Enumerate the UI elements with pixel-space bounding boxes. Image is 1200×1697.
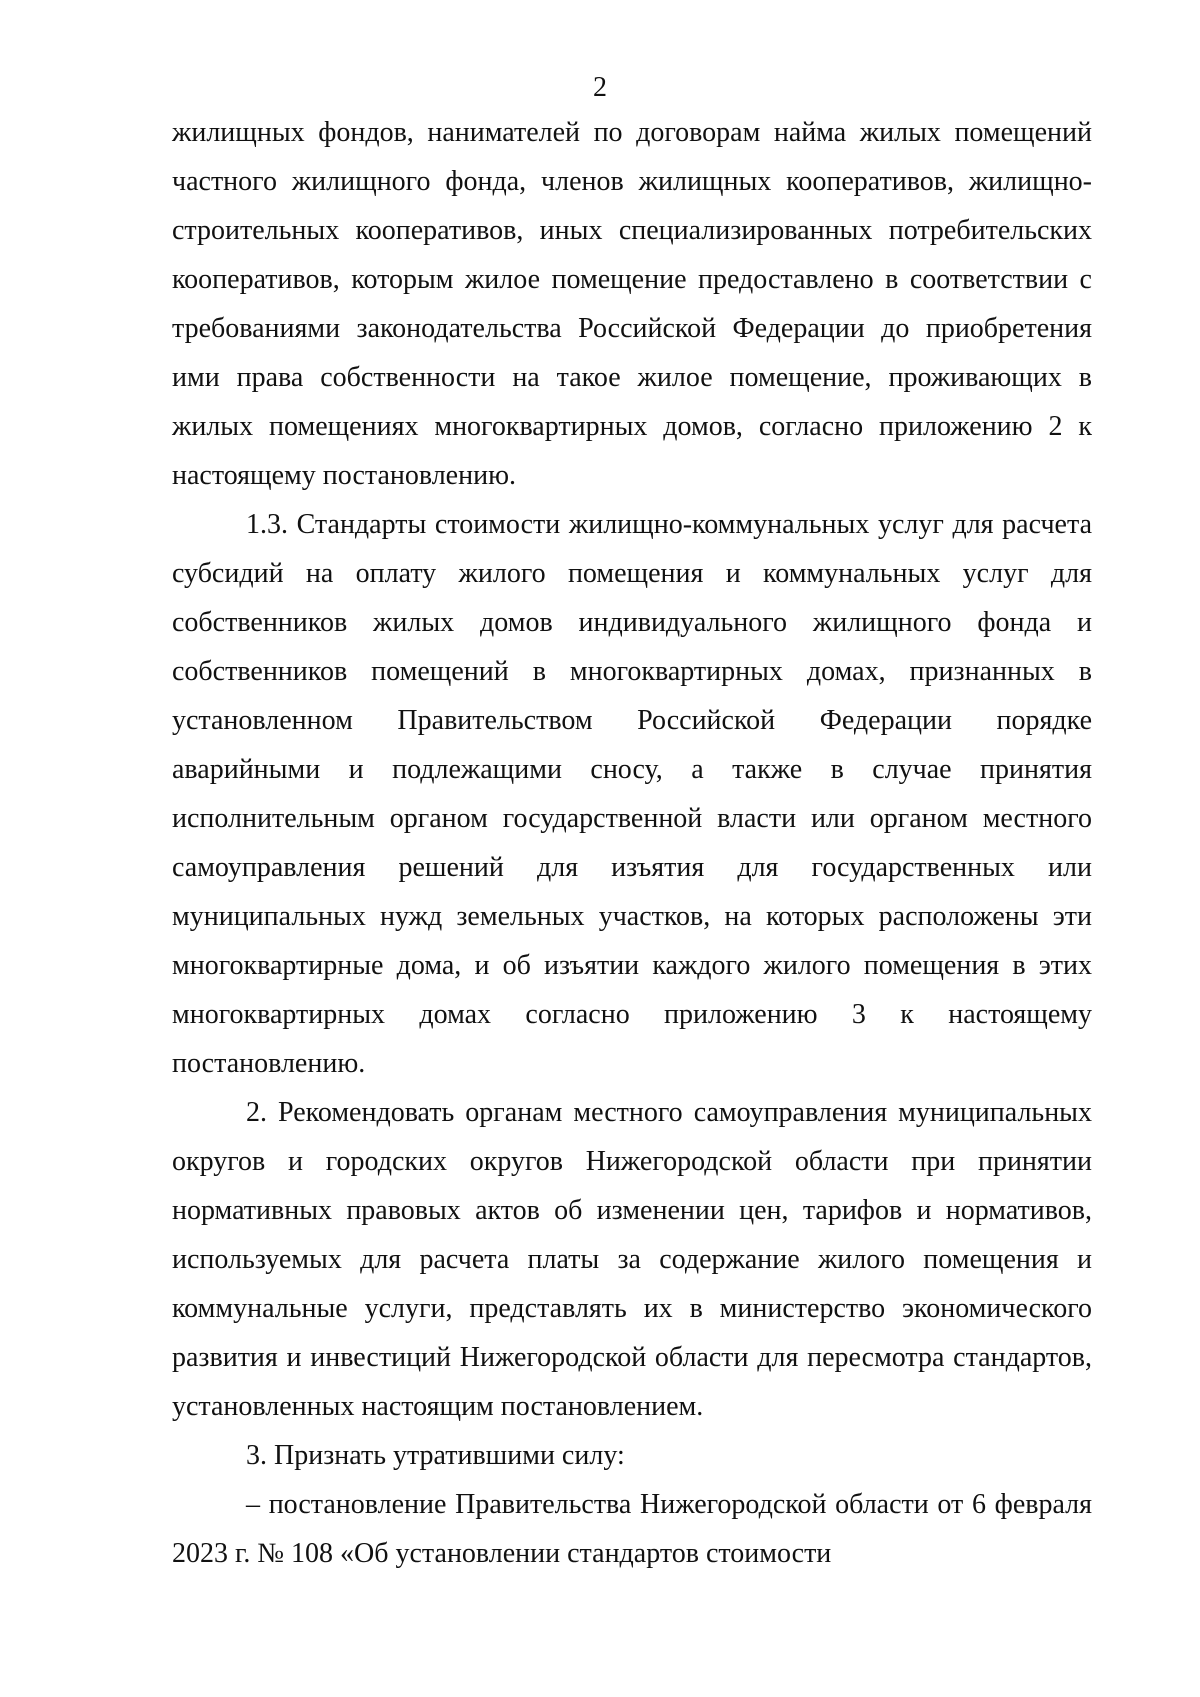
paragraph-2: 2. Рекомендовать органам местного самоуправления муниципальных округов и городских округов Нижегородской области при принятии нормативных правовых актов об изменении цен, тарифов и нормативов, используемых для расчета платы за содержание жилого помещения и коммунальные услуги, представлять их в министерство экономического развития и инвестиций Нижегородской области для пересмотра стандартов, установленных настоящим постановлением. [172,1097,1092,1422]
paragraph-1-3: 1.3. Стандарты стоимости жилищно-коммунальных услуг для расчета субсидий на оплату жилого помещения и коммунальных услуг для собственников жилых домов индивидуального жилищного фонда и собственников помещений в многоквартирных домах, признанных в установленном Правительством Российской Федерации порядке аварийными и подлежащими сносу, а также в случае принятия исполнительным органом государственной власти или органом местного самоуправления решений для изъятия для государственных или муниципальных нужд земельных участков, на которых расположены эти многоквартирные дома, и об изъятии каждого жилого помещения в этих многоквартирных домах согласно приложению 3 к настоящему постановлению. [172,509,1092,1079]
paragraph-continuation: жилищных фондов, нанимателей по договорам найма жилых помещений частного жилищного фонда, членов жилищных кооперативов, жилищно-строительных кооперативов, иных специализированных потребительских кооперативов, которым жилое помещение предоставлено в соответствии с требованиями законодательства Российской Федерации до приобретения ими права собственности на такое жилое помещение, проживающих в жилых помещениях многоквартирных домов, согласно приложению 2 к настоящему постановлению. [172,117,1092,491]
paragraph-3-list-item: – постановление Правительства Нижегородской области от 6 февраля 2023 г. № 108 «Об установлении стандартов стоимости [172,1489,1092,1569]
document-body [172,108,1092,1578]
page-number: 2 [593,72,607,103]
paragraph-3: 3. Признать утратившими силу: [246,1440,625,1471]
